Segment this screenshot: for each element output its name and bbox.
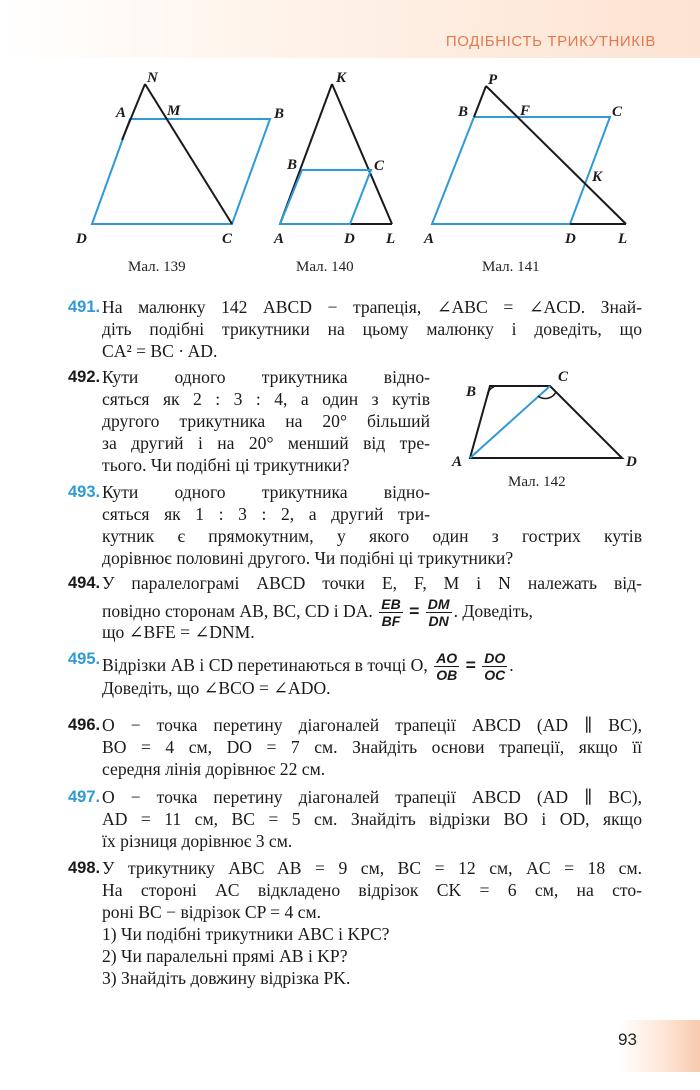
segment-pb [474, 86, 486, 117]
running-header: ПОДІБНІСТЬ ТРИКУТНИКІВ [445, 33, 656, 50]
fraction-do-oc [482, 650, 507, 683]
label-c: C [374, 158, 385, 174]
text-part: . Доведіть, [453, 601, 533, 621]
problem-number: 491. [68, 298, 101, 316]
label-b: B [458, 104, 469, 120]
problem-492 [68, 366, 430, 476]
problem-line: середня лінія дорівнює 22 см. [102, 759, 326, 779]
label-d: D [565, 231, 576, 247]
problem-number: 497. [68, 788, 101, 806]
problem-line: Кути одного трикутника відно- [102, 367, 430, 387]
numerator: AO [436, 650, 458, 667]
fraction-eb-bf [379, 596, 402, 629]
problem-497 [68, 786, 642, 852]
label-f: F [520, 103, 531, 119]
label-l: L [386, 231, 396, 247]
label-c: C [612, 104, 623, 120]
problem-line: На малюнку 142 ABCD − трапеція, ∠ABC = ∠ACD. Знай- [102, 297, 642, 317]
caption-141: Мал. 141 [482, 259, 540, 275]
problem-line: роні BC − відрізок CP = 4 см. [102, 902, 322, 922]
label-c: C [558, 369, 569, 385]
subquestion-1: 1) Чи подібні трикутники ABC і KPC? [102, 924, 390, 944]
problem-line-with-fraction: Відрізки AB і CD перетинаються в точці O, $\frac{AO}{OB}$ = $\frac{DO}{OC}$ . [102, 650, 514, 684]
label-n: N [147, 70, 158, 86]
label-d: D [626, 454, 637, 470]
problem-line: сяться як 2 : 3 : 4, а один з кутів [102, 389, 430, 409]
problem-line: O − точка перетину діагоналей трапеції ABCD (AD ∥ BC), [102, 787, 642, 807]
problem-line: O − точка перетину діагоналей трапеції ABCD (AD ∥ BC), [102, 715, 642, 735]
segment-kl [332, 84, 392, 224]
text-part: Відрізки AB і CD перетинаються в точці O, [102, 655, 428, 675]
problem-line: діть подібні трикутники на цьому малюнку і доведіть, що [102, 319, 642, 339]
problem-line: BO = 4 см, DO = 7 см. Знайдіть основи трапеції, якщо її [102, 737, 642, 757]
problem-line-with-fraction: повідно сторонам AB, BC, CD і DA. $\frac{EB}{BF}$ = $\frac{DM}{DN}$ . Доведіть, [102, 596, 533, 630]
problem-491 [68, 296, 642, 362]
label-l: L [618, 231, 628, 247]
segment-pl [486, 86, 626, 224]
segment-nc [145, 84, 232, 224]
trapezoid-abcd [470, 386, 622, 458]
figure-142 [448, 364, 648, 494]
parallelogram-abcd-140 [280, 170, 371, 224]
label-a: A [452, 454, 463, 470]
fraction-ao-ob [434, 650, 459, 683]
problem-number: 493. [68, 483, 101, 501]
label-b: B [466, 384, 477, 400]
fraction-dm-dn [426, 596, 452, 629]
problem-number: 496. [68, 716, 101, 734]
label-a: A [116, 105, 127, 121]
label-a: A [424, 231, 435, 247]
problem-line: Кути одного трикутника відно- [102, 482, 430, 502]
label-m: M [167, 103, 181, 119]
figures-139-141 [0, 60, 700, 285]
problem-line: другого трикутника на 20° більший [102, 411, 430, 431]
problem-line: CA² = BC · AD. [102, 341, 218, 361]
problem-line: У трикутнику ABC AB = 9 см, BC = 12 см, AC = 18 см. [102, 858, 642, 878]
problem-494 [68, 572, 642, 643]
denominator: OC [484, 667, 506, 684]
label-b: B [287, 157, 298, 173]
numerator: DO [484, 650, 506, 667]
problem-line: кутник є прямокутним, у якого один з гострих кутів [102, 526, 642, 546]
problem-line: На стороні AC відкладено відрізок CK = 6 см, на сто- [102, 880, 642, 900]
page-number-tab [620, 1020, 700, 1072]
problem-line: їх різниця дорівнює 3 см. [102, 831, 293, 851]
text-part: повідно сторонам AB, BC, CD і DA. [102, 601, 373, 621]
problem-line: Доведіть, що ∠BCO = ∠ADO. [102, 678, 331, 699]
problem-496 [68, 714, 642, 780]
text-part: . [509, 655, 514, 675]
label-a: A [274, 231, 285, 247]
label-d: D [76, 231, 87, 247]
problem-number: 495. [68, 650, 101, 668]
problem-line: за другий і на 20° менший від тре- [102, 433, 430, 453]
caption-139: Мал. 139 [128, 259, 186, 275]
label-d: D [344, 231, 355, 247]
problem-number: 494. [68, 574, 101, 592]
problem-498 [68, 857, 642, 989]
caption-142: Мал. 142 [508, 474, 566, 490]
label-b: B [274, 106, 285, 122]
denominator: OB [436, 667, 458, 684]
problem-number: 492. [68, 368, 101, 386]
denominator: BF [381, 613, 401, 630]
label-c: C [222, 231, 233, 247]
denominator: DN [428, 613, 449, 630]
problem-line: тього. Чи подібні ці трикутники? [102, 455, 350, 475]
subquestion-3: 3) Знайдіть довжину відрізка PK. [102, 968, 351, 988]
problem-line: У паралелограмі ABCD точки E, F, M і N належать від- [102, 573, 642, 593]
problem-line: сяться як 1 : 3 : 2, а другий три- [102, 504, 430, 524]
label-p: P [488, 72, 498, 88]
caption-140: Мал. 140 [296, 259, 354, 275]
figure-140 [280, 84, 392, 224]
numerator: EB [381, 596, 401, 613]
label-k: K [592, 169, 603, 185]
problem-line: що ∠BFE = ∠DNM. [102, 622, 255, 643]
page-number: 93 [618, 1030, 637, 1049]
problem-493 [68, 481, 642, 569]
problem-number: 498. [68, 859, 101, 877]
label-k: K [336, 70, 347, 86]
problem-495 [68, 648, 642, 699]
numerator: DM [427, 596, 450, 613]
problem-line: дорівнює половині другого. Чи подібні ці трикутники? [102, 548, 514, 568]
parallelogram-abcd-141 [432, 117, 610, 224]
parallelogram-abcd [92, 119, 270, 224]
subquestion-2: 2) Чи паралельні прямі AB і KP? [102, 946, 348, 966]
problem-line: AD = 11 см, BC = 5 см. Знайдіть відрізки BO і OD, якщо [102, 809, 642, 829]
